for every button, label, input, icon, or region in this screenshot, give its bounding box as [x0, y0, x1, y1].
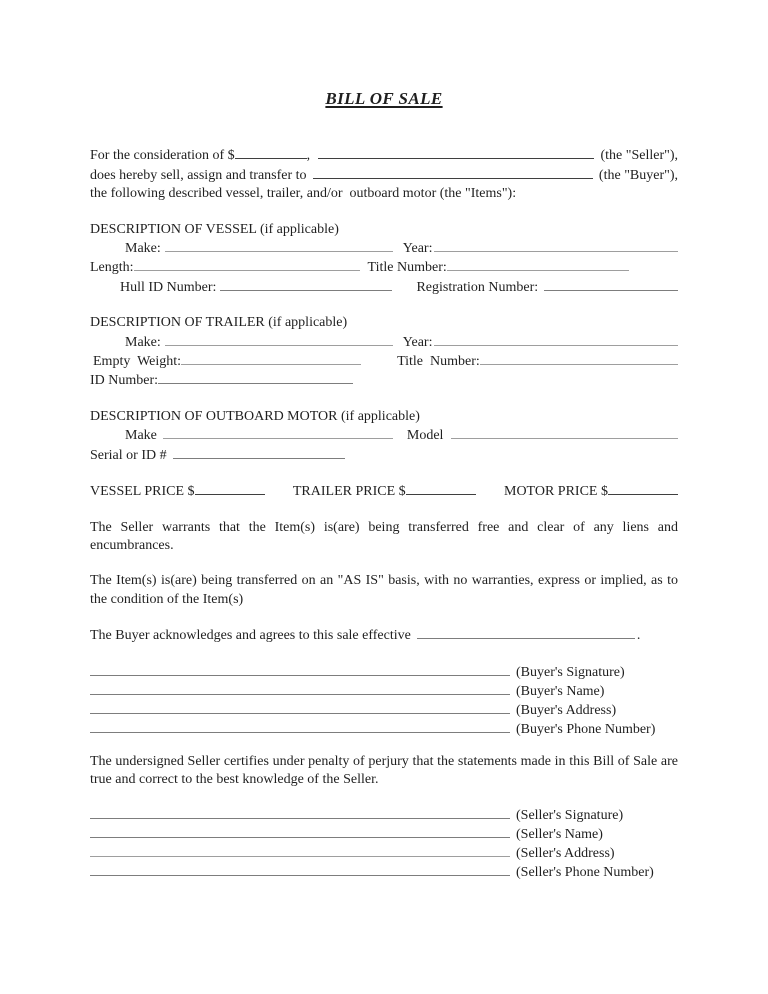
buyer-name-line-field[interactable]: [90, 682, 510, 695]
intro-paragraph: [90, 146, 678, 203]
warranty-paragraph: The Seller warrants that the Item(s) is(are) being transferred free and clear of any liens and encumbrances.: [90, 519, 678, 553]
trailer-year-label: Year:: [402, 334, 433, 350]
trailer-empty-weight-field[interactable]: [181, 352, 361, 365]
seller-signature-block: [90, 806, 678, 882]
vessel-registration-label: Registration Number:: [416, 279, 539, 295]
motor-row-serial: [90, 446, 678, 465]
vessel-year-field[interactable]: [434, 239, 678, 252]
trailer-price-group: [293, 482, 476, 501]
period-text: .: [636, 628, 641, 644]
trailer-year-field[interactable]: [434, 333, 678, 346]
seller-phone-label: (Seller's Phone Number): [516, 865, 654, 881]
motor-price-label: MOTOR PRICE $: [504, 484, 608, 500]
vessel-section: [90, 221, 678, 298]
seller-signature-row: [90, 806, 678, 825]
motor-model-label: Model: [406, 428, 444, 444]
trailer-price-field[interactable]: [406, 482, 476, 495]
vessel-row-hull-registration: [90, 278, 678, 297]
trailer-row-weight-title: [90, 352, 678, 371]
seller-certification-paragraph: The undersigned Seller certifies under penalty of perjury that the statements made in this Bill of Sale are true and correct to the best knowledge of the Seller.: [90, 753, 678, 787]
trailer-section-heading: DESCRIPTION OF TRAILER (if applicable): [90, 315, 348, 331]
consideration-label: For the consideration of $: [90, 148, 235, 164]
buyer-phone-label: (Buyer's Phone Number): [516, 721, 656, 737]
effective-date-label: The Buyer acknowledges and agrees to this sale effective: [90, 628, 411, 644]
buyer-address-field[interactable]: [90, 701, 510, 714]
vessel-title-number-label: Title Number:: [367, 260, 447, 276]
buyer-address-label: (Buyer's Address): [516, 702, 617, 718]
buyer-name-label: (Buyer's Name): [516, 683, 605, 699]
buyer-signature-field[interactable]: [90, 663, 510, 676]
trailer-make-label: Make:: [125, 334, 161, 350]
sale-effective-date-field[interactable]: [417, 626, 635, 639]
seller-name-label: (Seller's Name): [516, 827, 603, 843]
seller-address-label: (Seller's Address): [516, 846, 615, 862]
seller-phone-row: [90, 863, 678, 882]
motor-make-field[interactable]: [163, 426, 393, 439]
vessel-length-field[interactable]: [134, 258, 360, 271]
vessel-row-make-year: [90, 239, 678, 258]
seller-address-field[interactable]: [90, 844, 510, 857]
motor-price-field[interactable]: [608, 482, 678, 495]
trailer-title-number-label: Title Number:: [397, 354, 480, 370]
vessel-price-group: [90, 482, 265, 501]
trailer-make-field[interactable]: [165, 333, 393, 346]
vessel-hull-id-field[interactable]: [220, 278, 392, 291]
buyer-name-field[interactable]: [313, 166, 593, 179]
intro-line-2: [90, 166, 678, 185]
effective-date-line: [90, 626, 678, 645]
trailer-title-number-field[interactable]: [480, 352, 678, 365]
intro-line-1: [90, 146, 678, 165]
motor-serial-field[interactable]: [173, 446, 345, 459]
buyer-designation-text: (the "Buyer"),: [598, 167, 678, 183]
vessel-row-length-title: [90, 258, 678, 277]
trailer-id-number-label: ID Number:: [90, 373, 159, 389]
intro-line-3: the following described vessel, trailer, and/or outboard motor (the "Items"):: [90, 186, 517, 202]
buyer-phone-row: [90, 720, 678, 739]
document-title: BILL OF SALE: [325, 89, 443, 108]
motor-serial-label: Serial or ID #: [90, 447, 167, 463]
vessel-length-label: Length:: [90, 260, 134, 276]
motor-model-field[interactable]: [451, 426, 678, 439]
motor-section-heading: DESCRIPTION OF OUTBOARD MOTOR (if applicable): [90, 408, 420, 424]
motor-price-group: [504, 482, 678, 501]
vessel-registration-field[interactable]: [544, 278, 678, 291]
price-row: [90, 482, 678, 501]
buyer-signature-label: (Buyer's Signature): [516, 664, 625, 680]
seller-name-row: [90, 825, 678, 844]
as-is-paragraph: The Item(s) is(are) being transferred on an "AS IS" basis, with no warranties, express or implied, as to the condition of the Item(s): [90, 573, 678, 607]
seller-designation-text: (the "Seller"),: [600, 148, 678, 164]
vessel-title-number-field[interactable]: [447, 258, 629, 271]
seller-name-field[interactable]: [318, 146, 594, 159]
trailer-id-number-field[interactable]: [158, 371, 353, 384]
trailer-price-label: TRAILER PRICE $: [292, 484, 406, 500]
consideration-amount-field[interactable]: [235, 146, 307, 159]
seller-phone-field[interactable]: [90, 863, 510, 876]
vessel-make-field[interactable]: [165, 239, 393, 252]
trailer-empty-weight-label: Empty Weight:: [93, 354, 182, 370]
seller-signature-label: (Seller's Signature): [516, 808, 624, 824]
trailer-row-make-year: [90, 333, 678, 352]
seller-name-line-field[interactable]: [90, 825, 510, 838]
vessel-year-label: Year:: [402, 241, 433, 257]
motor-row-make-model: [90, 426, 678, 445]
title-row: [90, 90, 678, 110]
buyer-signature-row: [90, 663, 678, 682]
transfer-to-label: does hereby sell, assign and transfer to: [90, 167, 307, 183]
motor-section: [90, 408, 678, 465]
buyer-signature-block: [90, 663, 678, 739]
comma-text: ,: [306, 148, 311, 164]
buyer-phone-field[interactable]: [90, 720, 510, 733]
trailer-section: [90, 314, 678, 391]
vessel-price-label: VESSEL PRICE $: [90, 484, 195, 500]
vessel-price-field[interactable]: [195, 482, 265, 495]
vessel-make-label: Make:: [125, 241, 161, 257]
motor-make-label: Make: [125, 428, 157, 444]
vessel-hull-id-label: Hull ID Number:: [120, 279, 217, 295]
seller-address-row: [90, 844, 678, 863]
buyer-name-row: [90, 682, 678, 701]
buyer-address-row: [90, 701, 678, 720]
seller-signature-field[interactable]: [90, 806, 510, 819]
trailer-row-id: [90, 371, 678, 390]
vessel-section-heading: DESCRIPTION OF VESSEL (if applicable): [90, 221, 339, 237]
